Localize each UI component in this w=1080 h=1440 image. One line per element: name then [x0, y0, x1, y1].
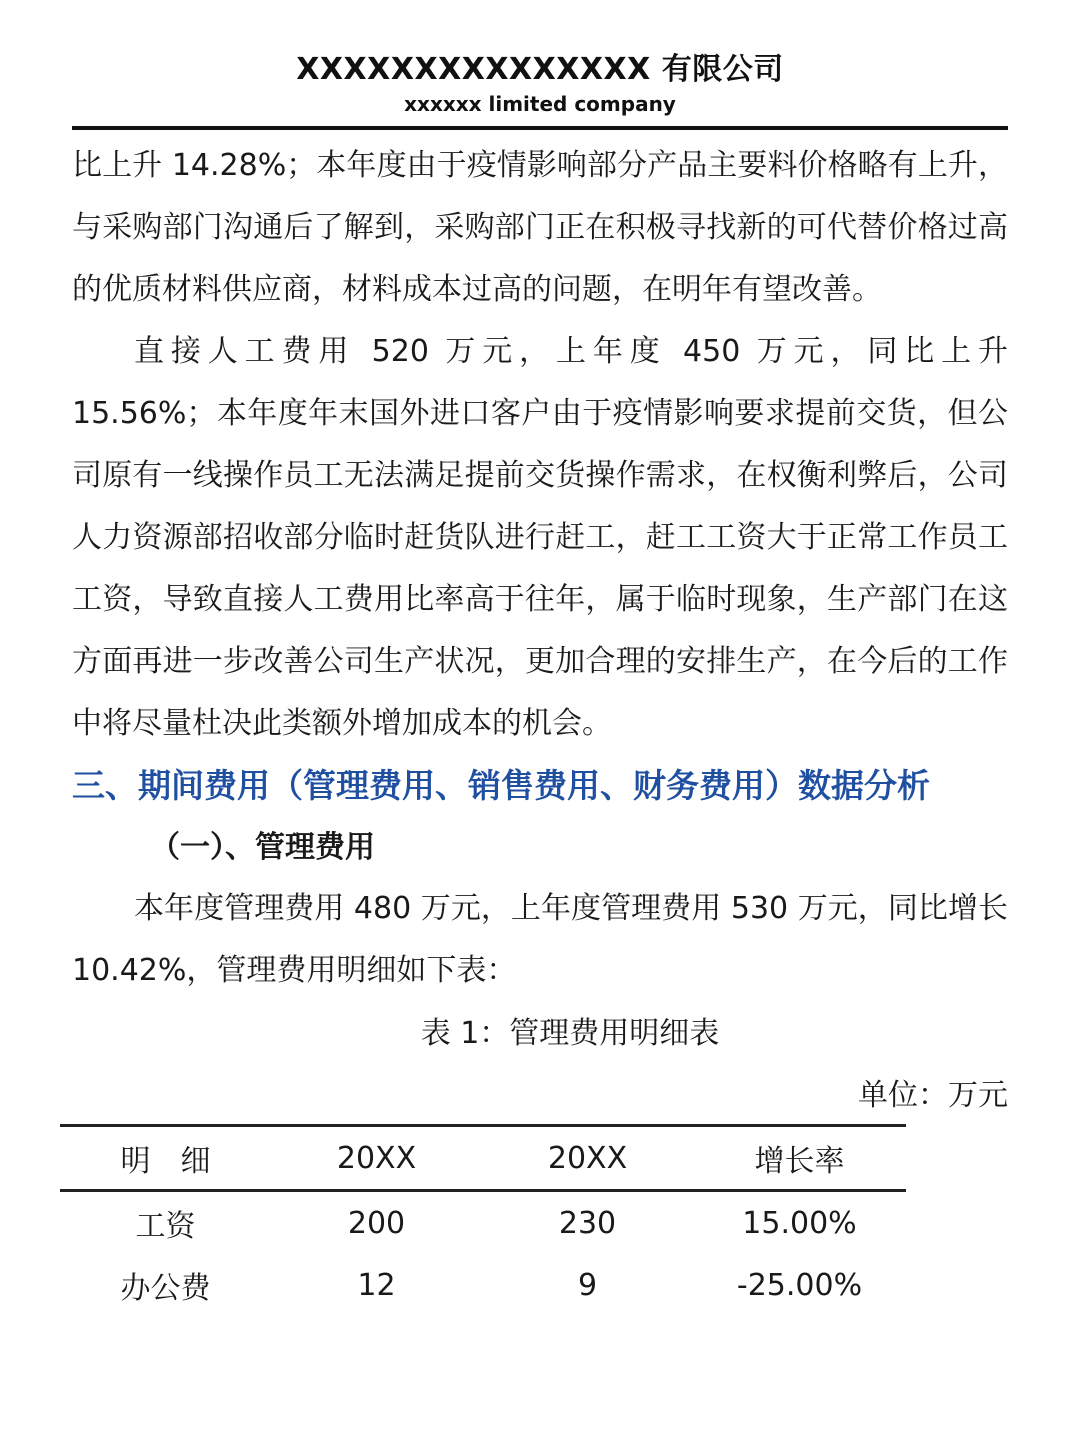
- company-english-name: xxxxxx limited company: [404, 92, 676, 116]
- table-unit-label: 单位：万元: [858, 1078, 1008, 1113]
- paragraph-material-cost: [72, 135, 1008, 321]
- letterhead: [72, 50, 1008, 118]
- cell-item-name: 工资: [135, 1209, 196, 1244]
- cell-year-1-value: 12: [357, 1267, 396, 1303]
- cell-year-2-value: 9: [577, 1267, 598, 1303]
- table-row: [60, 1191, 906, 1255]
- management-expense-table: [60, 1124, 906, 1316]
- company-name: XXXXXXXXXXXXXXX 有限公司: [296, 52, 784, 87]
- header-divider: [72, 126, 1008, 130]
- paragraph-text: 直接人工费用 520 万元，上年度 450 万元，同比上升 15.56%；本年度年末国外进口客户由于疫情影响要求提前交货，但公司原有一线操作员工无法满足提前交货操作需求，在权衡利弊后，公司人力资源部招收部分临时赶货队进行赶工，赶工工资大于正常工作员工工资，导致直接人工费用比率高于往年，属于临时现象，生产部门在这方面再进一步改善公司生产状况，更加合理的安排生产，在今后的工作中将尽量杜决此类额外增加成本的机会。: [72, 334, 1008, 741]
- column-header-growth-rate: 增长率: [754, 1144, 845, 1179]
- column-header-year-1: 20XX: [336, 1140, 417, 1176]
- cell-growth-rate: -25.00%: [736, 1267, 863, 1303]
- column-header-year-2: 20XX: [547, 1140, 628, 1176]
- column-header-detail: 明 细: [120, 1144, 211, 1179]
- paragraph-text: 比上升 14.28%；本年度由于疫情影响部分产品主要料价格略有上升，与采购部门沟通后了解到，采购部门正在积极寻找新的可代替价格过高的优质材料供应商，材料成本过高的问题，在明年有望改善。: [72, 148, 1008, 307]
- paragraph-direct-labor: [72, 321, 1008, 755]
- table-row: [60, 1254, 906, 1316]
- cell-growth-rate: 15.00%: [742, 1205, 857, 1241]
- data-table: [60, 1124, 906, 1316]
- cell-year-1-value: 200: [347, 1205, 406, 1241]
- paragraph-management-expenses: [72, 878, 1008, 1002]
- table-caption: 表 1：管理费用明细表: [420, 1016, 720, 1051]
- cell-year-2-value: 230: [558, 1205, 617, 1241]
- cell-item-name: 办公费: [120, 1271, 211, 1306]
- table-header-row: [60, 1126, 906, 1191]
- section-heading-period-expenses: 三、期间费用（管理费用、销售费用、财务费用）数据分析: [72, 766, 930, 805]
- subsection-heading-management-expenses: （一）、管理费用: [150, 830, 375, 865]
- paragraph-text: 本年度管理费用 480 万元，上年度管理费用 530 万元，同比增长 10.42%，管理费用明细如下表：: [72, 891, 1008, 988]
